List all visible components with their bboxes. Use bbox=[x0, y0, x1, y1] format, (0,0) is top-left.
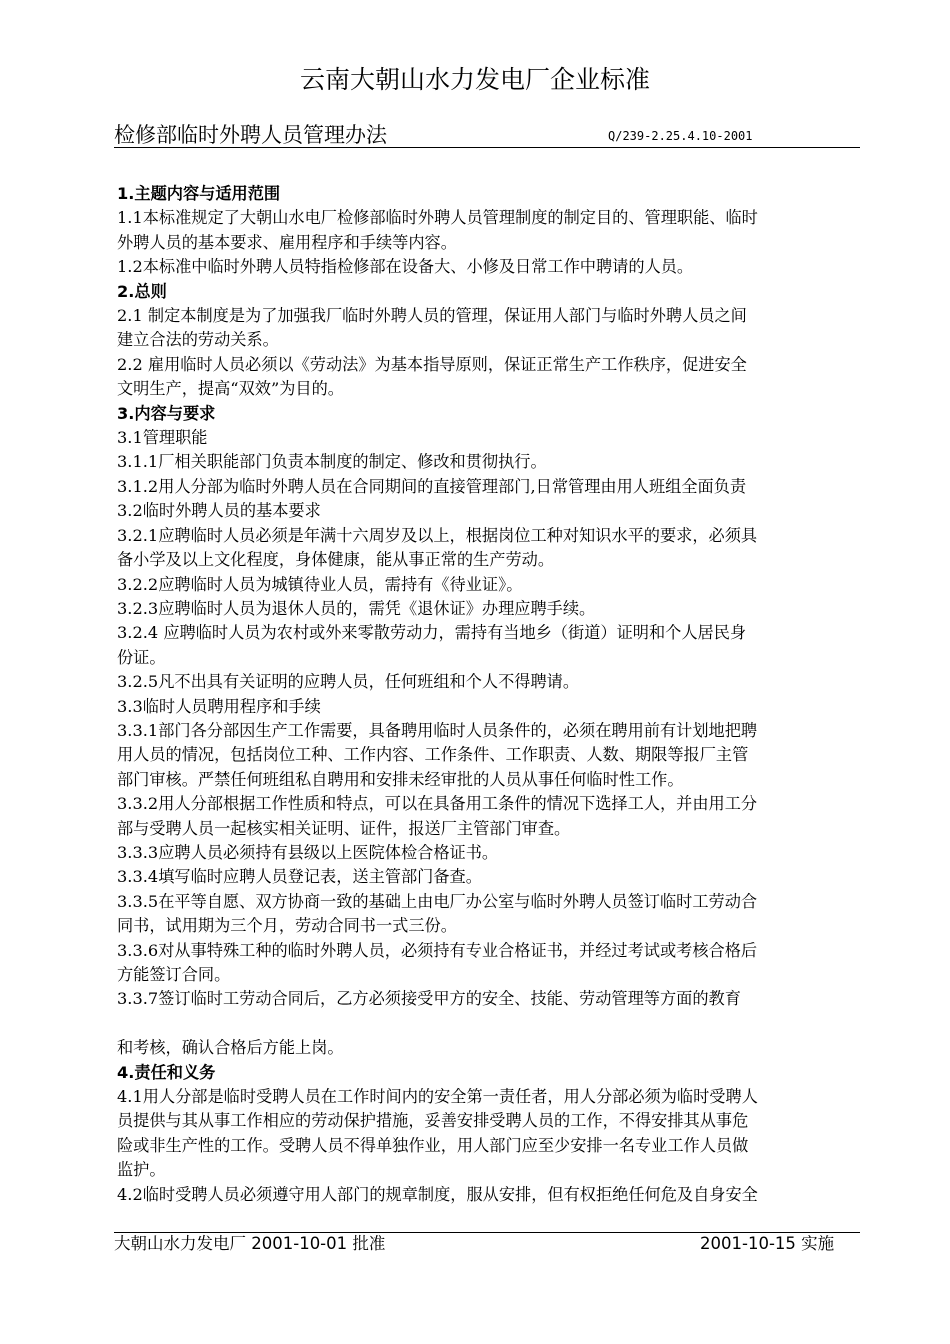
body-line: 4.2临时受聘人员必须遵守用人部门的规章制度，服从安排，但有权拒绝任何危及自身安全 bbox=[117, 1184, 758, 1204]
body-line: 3.1管理职能 bbox=[117, 428, 208, 448]
body-line: 3.3.7签订临时工劳动合同后，乙方必须接受甲方的安全、技能、劳动管理等方面的教育 bbox=[117, 989, 741, 1009]
section-heading: 1.主题内容与适用范围 bbox=[117, 184, 281, 203]
body-line: 部与受聘人员一起核实相关证明、证件，报送厂主管部门审查。 bbox=[117, 818, 571, 838]
document-title: 检修部临时外聘人员管理办法 bbox=[114, 123, 387, 147]
body-line: 部门审核。严禁任何班组私自聘用和安排未经审批的人员从事任何临时性工作。 bbox=[117, 769, 684, 789]
body-line: 同书，试用期为三个月，劳动合同书一式三份。 bbox=[117, 916, 457, 936]
body-line: 3.2.5凡不出具有关证明的应聘人员，任何班组和个人不得聘请。 bbox=[117, 672, 580, 692]
body-line: 3.3临时人员聘用程序和手续 bbox=[117, 696, 321, 716]
body-line: 监护。 bbox=[117, 1160, 166, 1180]
body-line: 份证。 bbox=[117, 647, 166, 667]
body-line: 2.2 雇用临时人员必须以《劳动法》为基本指导原则，保证正常生产工作秩序，促进安全 bbox=[117, 354, 747, 374]
body-line: 外聘人员的基本要求、雇用程序和手续等内容。 bbox=[117, 232, 457, 252]
approval-note: 大朝山水力发电厂 2001-10-01 批准 bbox=[114, 1234, 386, 1253]
body-line: 3.3.5在平等自愿、双方协商一致的基础上由电厂办公室与临时外聘人员签订临时工劳动合 bbox=[117, 891, 758, 911]
body-line: 文明生产，提高“双效”为目的。 bbox=[117, 379, 344, 399]
body-line: 3.3.2用人分部根据工作性质和特点，可以在具备用工条件的情况下选择工人，并由用工分 bbox=[117, 794, 758, 814]
body-line: 3.3.4填写临时应聘人员登记表，送主管部门备查。 bbox=[117, 867, 482, 887]
implementation-note: 2001-10-15 实施 bbox=[700, 1234, 835, 1253]
header-rule bbox=[114, 147, 860, 148]
body-line: 和考核，确认合格后方能上岗。 bbox=[117, 1038, 344, 1058]
page-gap bbox=[117, 1012, 877, 1036]
body-line: 1.2本标准中临时外聘人员特指检修部在设备大、小修及日常工作中聘请的人员。 bbox=[117, 257, 694, 277]
body-line: 3.2.2应聘临时人员为城镇待业人员，需持有《待业证》。 bbox=[117, 574, 523, 594]
body-line: 员提供与其从事工作相应的劳动保护措施，妥善安排受聘人员的工作，不得安排其从事危 bbox=[117, 1111, 749, 1131]
body-line: 方能签订合同。 bbox=[117, 965, 231, 984]
document-code: Q/239-2.25.4.10-2001 bbox=[608, 129, 753, 143]
body-line: 3.1.1厂相关职能部门负责本制度的制定、修改和贯彻执行。 bbox=[117, 452, 547, 472]
page-title: 云南大朝山水力发电厂企业标准 bbox=[299, 65, 650, 94]
body-line: 用人员的情况，包括岗位工种、工作内容、工作条件、工作职责、人数、期限等报厂主管 bbox=[117, 745, 749, 765]
body-line: 3.2.3应聘临时人员为退休人员的，需凭《退休证》办理应聘手续。 bbox=[117, 598, 596, 618]
body-line: 3.2.1应聘临时人员必须是年满十六周岁及以上，根据岗位工种对知识水平的要求，必须具 bbox=[117, 525, 758, 545]
body-line: 1.1本标准规定了大朝山水电厂检修部临时外聘人员管理制度的制定目的、管理职能、临时 bbox=[117, 208, 758, 228]
body-line: 3.3.1部门各分部因生产工作需要，具备聘用临时人员条件的，必须在聘用前有计划地把聘 bbox=[117, 720, 758, 740]
section-heading: 2.总则 bbox=[117, 281, 167, 301]
body-line: 4.1用人分部是临时受聘人员在工作时间内的安全第一责任者，用人分部必须为临时受聘人 bbox=[117, 1087, 758, 1107]
document-body bbox=[117, 182, 877, 1207]
body-line: 2.1 制定本制度是为了加强我厂临时外聘人员的管理，保证用人部门与临时外聘人员之间 bbox=[117, 306, 747, 326]
body-line: 3.3.6对从事特殊工种的临时外聘人员，必须持有专业合格证书，并经过考试或考核合格后 bbox=[117, 940, 758, 960]
body-line: 建立合法的劳动关系。 bbox=[117, 330, 279, 350]
body-line: 3.2.4 应聘临时人员为农村或外来零散劳动力，需持有当地乡（街道）证明和个人居民身 bbox=[117, 623, 747, 643]
body-line: 3.1.2用人分部为临时外聘人员在合同期间的直接管理部门,日常管理由用人班组全面负责 bbox=[117, 476, 747, 496]
body-line: 3.3.3应聘人员必须持有县级以上医院体检合格证书。 bbox=[117, 842, 499, 862]
body-line: 备小学及以上文化程度，身体健康，能从事正常的生产劳动。 bbox=[117, 550, 555, 570]
body-line: 3.2临时外聘人员的基本要求 bbox=[117, 501, 321, 521]
body-line: 险或非生产性的工作。受聘人员不得单独作业，用人部门应至少安排一名专业工作人员做 bbox=[117, 1135, 749, 1155]
section-heading: 3.内容与要求 bbox=[117, 403, 216, 423]
section-heading: 4.责任和义务 bbox=[117, 1062, 216, 1082]
